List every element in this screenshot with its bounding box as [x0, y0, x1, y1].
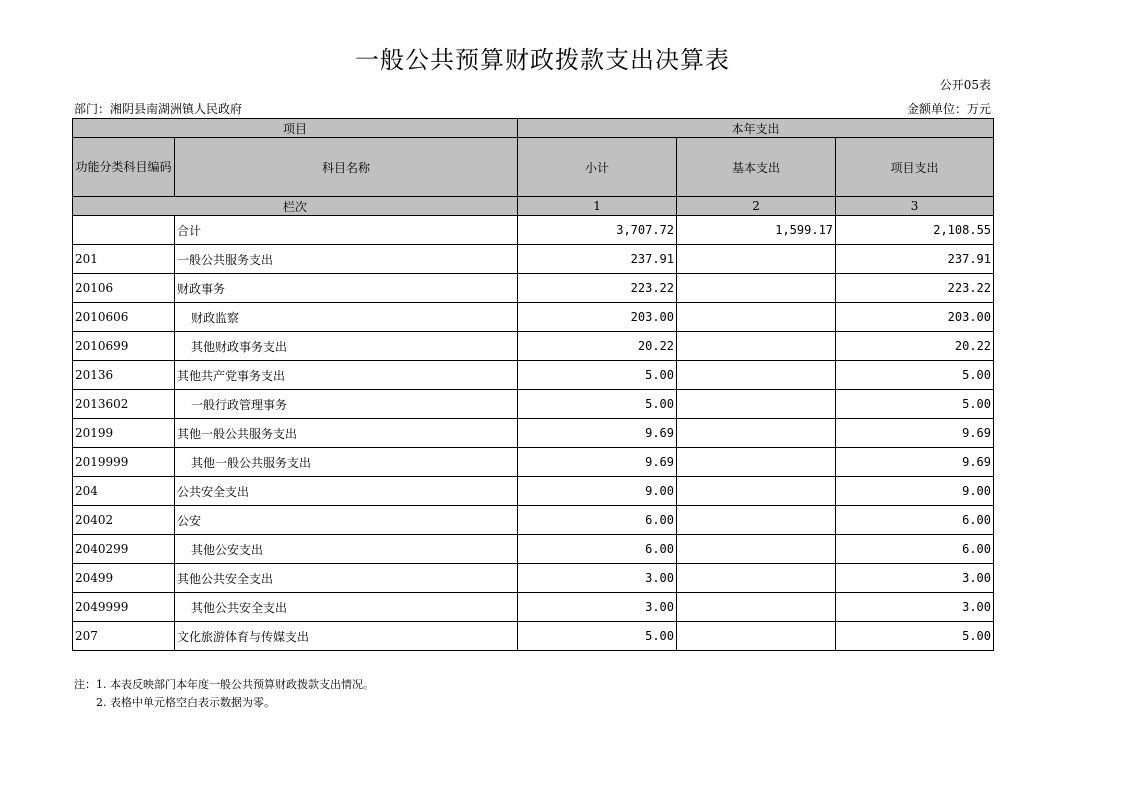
form-number: 公开05表	[939, 78, 991, 92]
row-name: 公安	[175, 506, 518, 535]
row-code: 20499	[73, 564, 175, 593]
row-basic	[677, 332, 836, 361]
table-row	[73, 448, 994, 477]
notes	[74, 676, 374, 712]
table-row	[73, 274, 994, 303]
row-basic	[677, 535, 836, 564]
header-subtotal: 小计	[518, 138, 677, 197]
row-subtotal: 5.00	[518, 622, 677, 651]
table-row	[73, 303, 994, 332]
row-project: 5.00	[836, 622, 994, 651]
row-basic	[677, 564, 836, 593]
row-project: 203.00	[836, 303, 994, 332]
row-project: 6.00	[836, 506, 994, 535]
department-label: 部门：湘阴县南湖洲镇人民政府	[74, 102, 243, 116]
row-name: 其他一般公共服务支出	[175, 448, 518, 477]
row-project: 2,108.55	[836, 216, 994, 245]
row-subtotal: 9.69	[518, 448, 677, 477]
row-basic	[677, 448, 836, 477]
table-row	[73, 622, 994, 651]
header-project-exp: 项目支出	[836, 138, 994, 197]
row-code: 20199	[73, 419, 175, 448]
row-basic	[677, 593, 836, 622]
row-project: 9.00	[836, 477, 994, 506]
row-project: 9.69	[836, 448, 994, 477]
row-basic: 1,599.17	[677, 216, 836, 245]
header-column-index: 栏次	[73, 197, 518, 216]
row-name: 一般公共服务支出	[175, 245, 518, 274]
row-subtotal: 20.22	[518, 332, 677, 361]
header-code: 功能分类科目编码	[73, 138, 175, 197]
header-name: 科目名称	[175, 138, 518, 197]
row-subtotal: 203.00	[518, 303, 677, 332]
row-name: 财政事务	[175, 274, 518, 303]
row-project: 9.69	[836, 419, 994, 448]
header-row-2	[73, 138, 994, 197]
row-basic	[677, 622, 836, 651]
row-code: 2019999	[73, 448, 175, 477]
row-name: 文化旅游体育与传媒支出	[175, 622, 518, 651]
table-row	[73, 390, 994, 419]
header-row-3	[73, 197, 994, 216]
row-subtotal: 5.00	[518, 390, 677, 419]
row-project: 5.00	[836, 390, 994, 419]
row-name: 财政监察	[175, 303, 518, 332]
row-code	[73, 216, 175, 245]
note-1: 注：1. 本表反映部门本年度一般公共预算财政拨款支出情况。	[74, 678, 374, 691]
row-basic	[677, 390, 836, 419]
header-current-year: 本年支出	[518, 119, 994, 138]
page-title: 一般公共预算财政拨款支出决算表	[355, 46, 730, 74]
row-project: 5.00	[836, 361, 994, 390]
table-row	[73, 361, 994, 390]
table-row	[73, 535, 994, 564]
table-row	[73, 332, 994, 361]
row-code: 2040299	[73, 535, 175, 564]
header-col3: 3	[836, 197, 994, 216]
row-code: 2049999	[73, 593, 175, 622]
row-project: 237.91	[836, 245, 994, 274]
row-name: 其他公共安全支出	[175, 593, 518, 622]
table-row	[73, 245, 994, 274]
row-code: 20106	[73, 274, 175, 303]
row-subtotal: 3,707.72	[518, 216, 677, 245]
table-row	[73, 477, 994, 506]
row-name: 合计	[175, 216, 518, 245]
row-subtotal: 6.00	[518, 506, 677, 535]
row-code: 204	[73, 477, 175, 506]
row-subtotal: 9.00	[518, 477, 677, 506]
note-2: 2. 表格中单元格空白表示数据为零。	[96, 696, 275, 709]
amount-unit-label: 金额单位：万元	[906, 102, 991, 116]
row-basic	[677, 361, 836, 390]
row-subtotal: 9.69	[518, 419, 677, 448]
row-basic	[677, 245, 836, 274]
row-name: 公共安全支出	[175, 477, 518, 506]
row-subtotal: 237.91	[518, 245, 677, 274]
table-row	[73, 506, 994, 535]
table-row	[73, 216, 994, 245]
header-basic: 基本支出	[677, 138, 836, 197]
header-row-1	[73, 119, 994, 138]
row-name: 一般行政管理事务	[175, 390, 518, 419]
row-project: 3.00	[836, 593, 994, 622]
row-code: 2010606	[73, 303, 175, 332]
header-project: 项目	[73, 119, 518, 138]
row-subtotal: 3.00	[518, 593, 677, 622]
row-basic	[677, 506, 836, 535]
row-basic	[677, 303, 836, 332]
expenditure-table	[72, 118, 994, 651]
table-row	[73, 593, 994, 622]
row-subtotal: 6.00	[518, 535, 677, 564]
row-subtotal: 3.00	[518, 564, 677, 593]
row-basic	[677, 419, 836, 448]
row-name: 其他公安支出	[175, 535, 518, 564]
row-name: 其他一般公共服务支出	[175, 419, 518, 448]
header-col2: 2	[677, 197, 836, 216]
table-row	[73, 564, 994, 593]
row-code: 201	[73, 245, 175, 274]
row-code: 20402	[73, 506, 175, 535]
row-name: 其他财政事务支出	[175, 332, 518, 361]
row-subtotal: 223.22	[518, 274, 677, 303]
row-code: 2010699	[73, 332, 175, 361]
row-code: 20136	[73, 361, 175, 390]
row-name: 其他公共安全支出	[175, 564, 518, 593]
row-project: 223.22	[836, 274, 994, 303]
table-row	[73, 419, 994, 448]
row-project: 20.22	[836, 332, 994, 361]
row-basic	[677, 274, 836, 303]
row-code: 207	[73, 622, 175, 651]
row-basic	[677, 477, 836, 506]
row-subtotal: 5.00	[518, 361, 677, 390]
row-project: 6.00	[836, 535, 994, 564]
row-project: 3.00	[836, 564, 994, 593]
header-col1: 1	[518, 197, 677, 216]
row-name: 其他共产党事务支出	[175, 361, 518, 390]
row-code: 2013602	[73, 390, 175, 419]
